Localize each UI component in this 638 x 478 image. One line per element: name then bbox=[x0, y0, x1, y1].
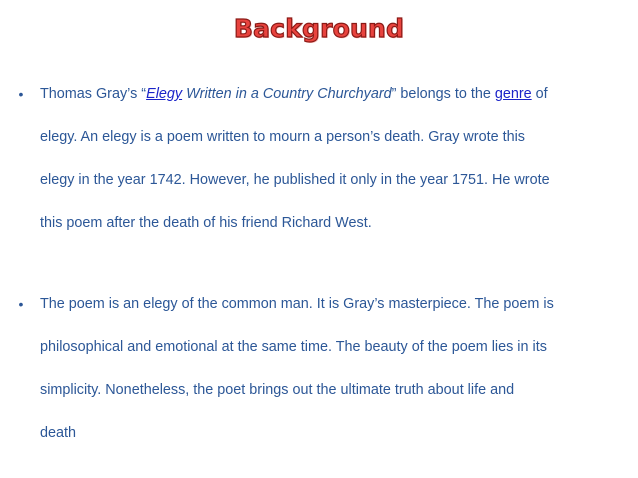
bullet-icon: • bbox=[18, 296, 24, 312]
bullet-paragraph-2 bbox=[14, 294, 626, 466]
paragraph-line: elegy. An elegy is a poem written to mourn a person’s death. Gray wrote this bbox=[40, 129, 526, 145]
paragraph-line: elegy in the year 1742. However, he published it only in the year 1751. He wrote bbox=[40, 172, 550, 188]
text-run: ” belongs to the bbox=[391, 86, 495, 102]
slide-title: Background bbox=[233, 14, 405, 43]
paragraph-line: simplicity. Nonetheless, the poet brings out the ultimate truth about life and bbox=[40, 382, 515, 398]
paragraph-line: philosophical and emotional at the same time. The beauty of the poem lies in its bbox=[40, 339, 547, 355]
text-run: Thomas Gray’s “ bbox=[40, 86, 147, 102]
paragraph-line bbox=[14, 84, 626, 127]
bullet-icon: • bbox=[18, 86, 24, 102]
paragraph-line bbox=[14, 294, 626, 337]
text-run: The poem is an elegy of the common man. It is Gray’s masterpiece. The poem is bbox=[40, 296, 554, 312]
elegy-link[interactable]: Elegy bbox=[146, 86, 183, 102]
bullet-paragraph-1 bbox=[14, 84, 626, 256]
paragraph-line: this poem after the death of his friend Richard West. bbox=[40, 215, 372, 231]
text-run: of bbox=[531, 86, 548, 102]
paragraph-line: death bbox=[40, 425, 77, 441]
genre-link[interactable]: genre bbox=[494, 86, 532, 102]
poem-title-text: Written in a Country Churchyard bbox=[182, 86, 392, 102]
